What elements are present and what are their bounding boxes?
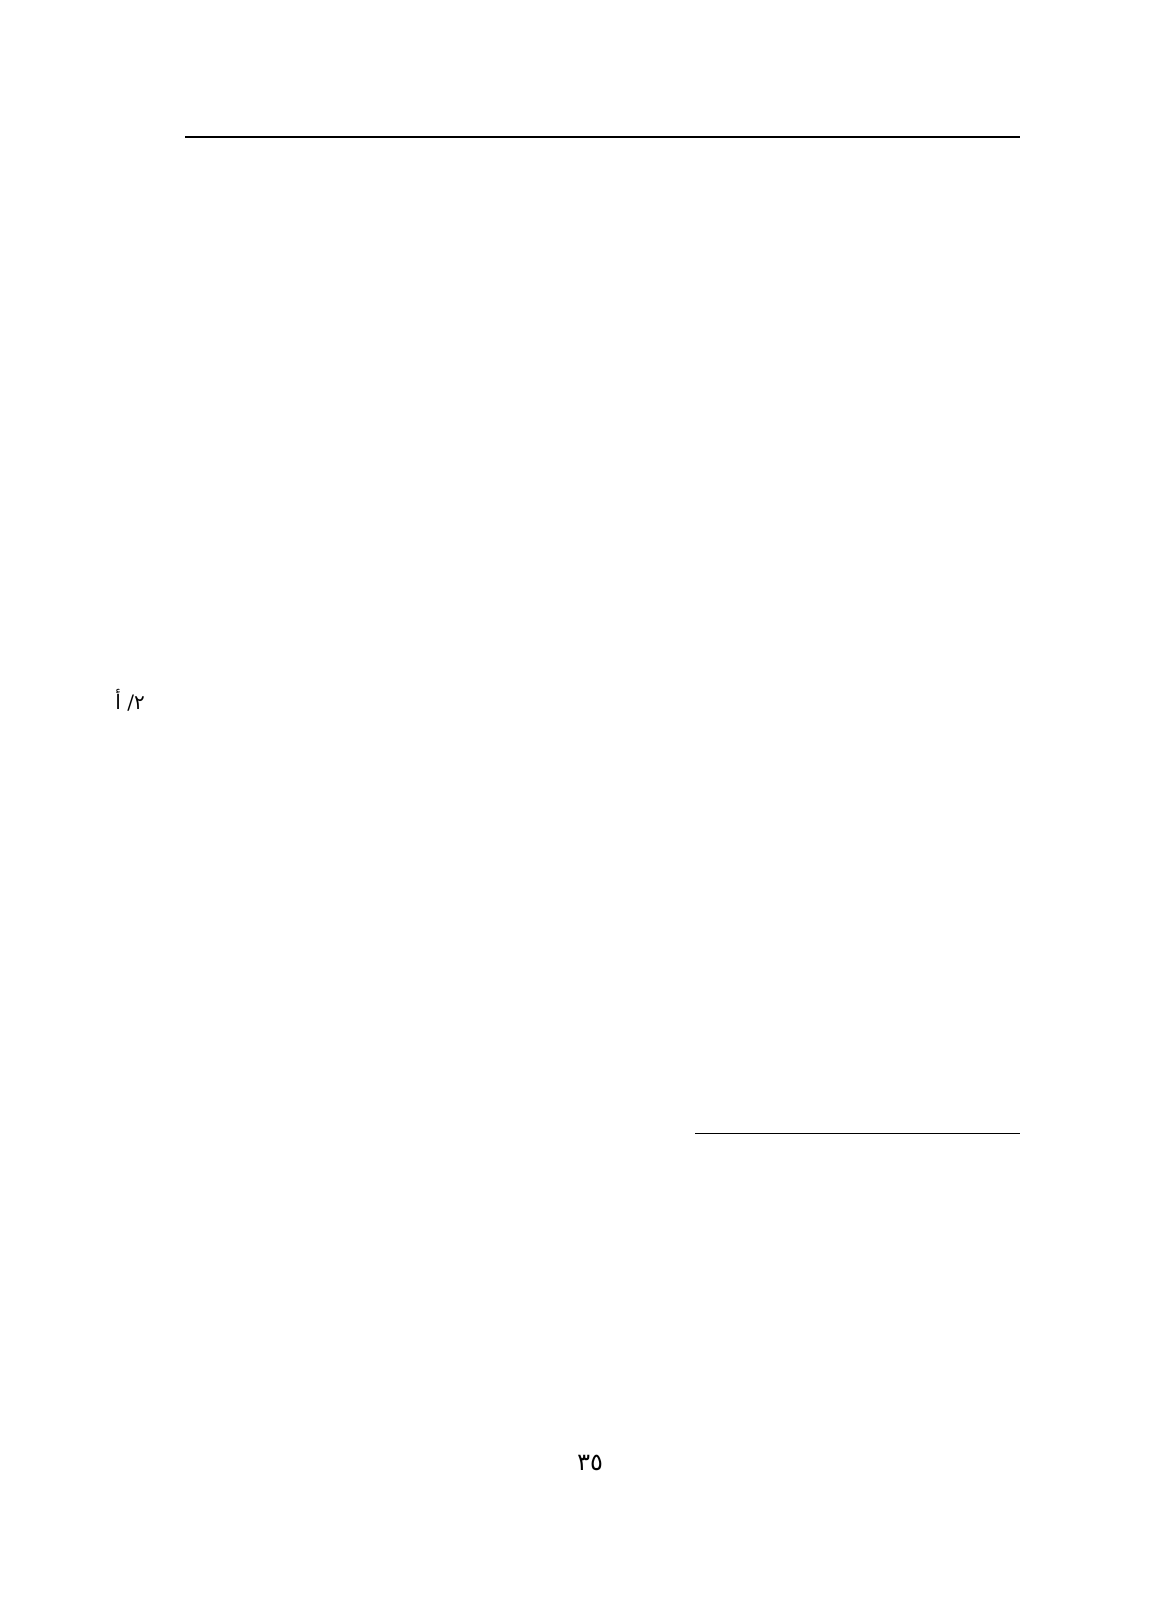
page-number: ٣٥ [577,1448,603,1476]
body-text [185,160,1020,1080]
top-rule [185,136,1020,138]
footnote-rule [695,1133,1020,1134]
footnotes [185,1150,1020,1430]
margin-note: ٢/ أ [115,690,145,714]
